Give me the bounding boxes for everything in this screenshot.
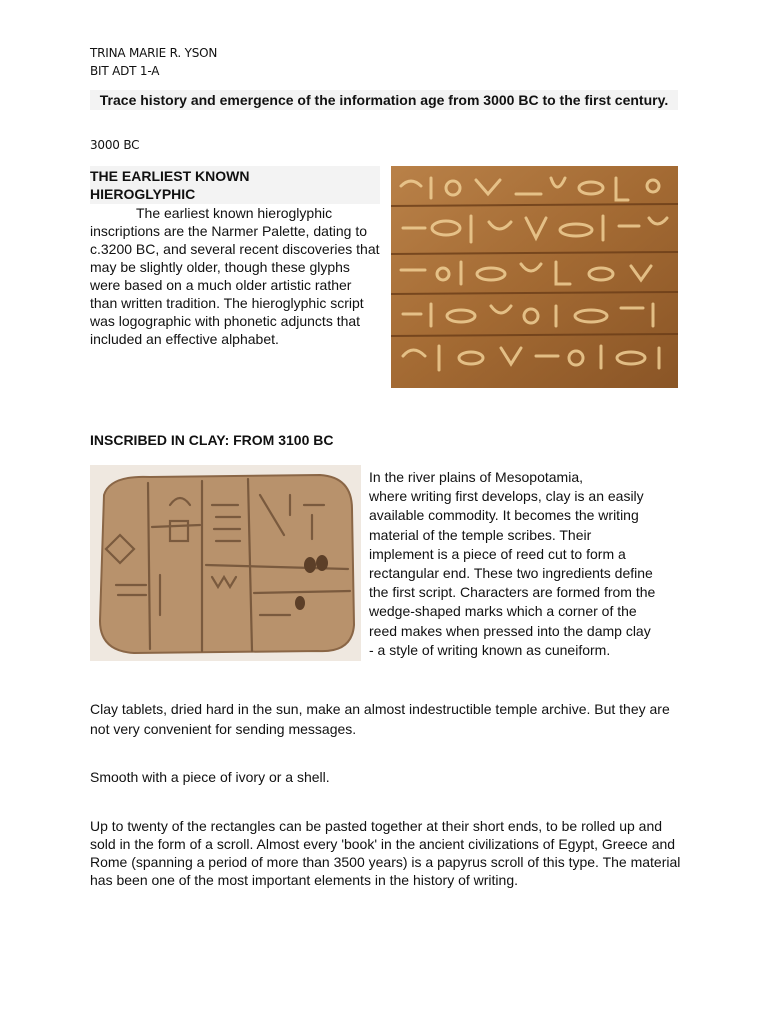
paragraph-clay-tablets: Clay tablets, dried hard in the sun, make an almost indestructible temple archive. But they are not very convenient for sending messages. — [90, 701, 670, 737]
section1-heading-line1: THE EARLIEST KNOWN — [90, 168, 250, 184]
section2-line: where writing first develops, clay is an easily — [369, 488, 644, 505]
section2-body — [369, 468, 679, 660]
section2-line: In the river plains of Mesopotamia, — [369, 469, 583, 485]
paragraph-scroll: Up to twenty of the rectangles can be pasted together at their short ends, to be rolled up and sold in the form of a scroll. Almost every 'book' in the ancient civilizations of Egypt, Greece and Rome (spanning a period of more than 3500 years) is a papyrus scroll of this type. The material has been one of the most important elements in the history of writing. — [90, 818, 681, 888]
paragraph-smooth: Smooth with a piece of ivory or a shell. — [90, 769, 330, 785]
section2-line: available commodity. It becomes the writing — [369, 507, 639, 524]
page-title: Trace history and emergence of the information age from 3000 BC to the first century. — [99, 92, 669, 108]
era-label: 3000 BC — [90, 138, 140, 152]
section2-line: the first script. Characters are formed from the — [369, 584, 656, 601]
section2-heading: INSCRIBED IN CLAY: FROM 3100 BC — [90, 432, 334, 448]
section2-line: implement is a piece of reed cut to form a — [369, 545, 626, 562]
author-section: BIT ADT 1-A — [90, 64, 160, 78]
section2-line: rectangular end. These two ingredients define — [369, 565, 653, 582]
section2-line: reed makes when pressed into the damp clay — [369, 622, 651, 639]
clay-tablet-image — [90, 465, 361, 661]
section2-line: - a style of writing known as cuneiform. — [369, 641, 611, 658]
section2-line: wedge-shaped marks which a corner of the — [369, 603, 637, 620]
section2-line: material of the temple scribes. Their — [369, 526, 592, 543]
hieroglyph-stone-image — [391, 166, 678, 388]
section1-heading-line2: HIEROGLYPHIC — [90, 186, 196, 202]
section1-body: The earliest known hieroglyphic inscriptions are the Narmer Palette, dating to c.3200 BC, and several recent discoveries that may be slightly older, though these glyphs were based on a much older artistic rather than written tradition. The hieroglyphic script was logographic with phonetic adjuncts that included an effective alphabet. — [90, 205, 380, 347]
author-name: TRINA MARIE R. YSON — [90, 46, 218, 60]
